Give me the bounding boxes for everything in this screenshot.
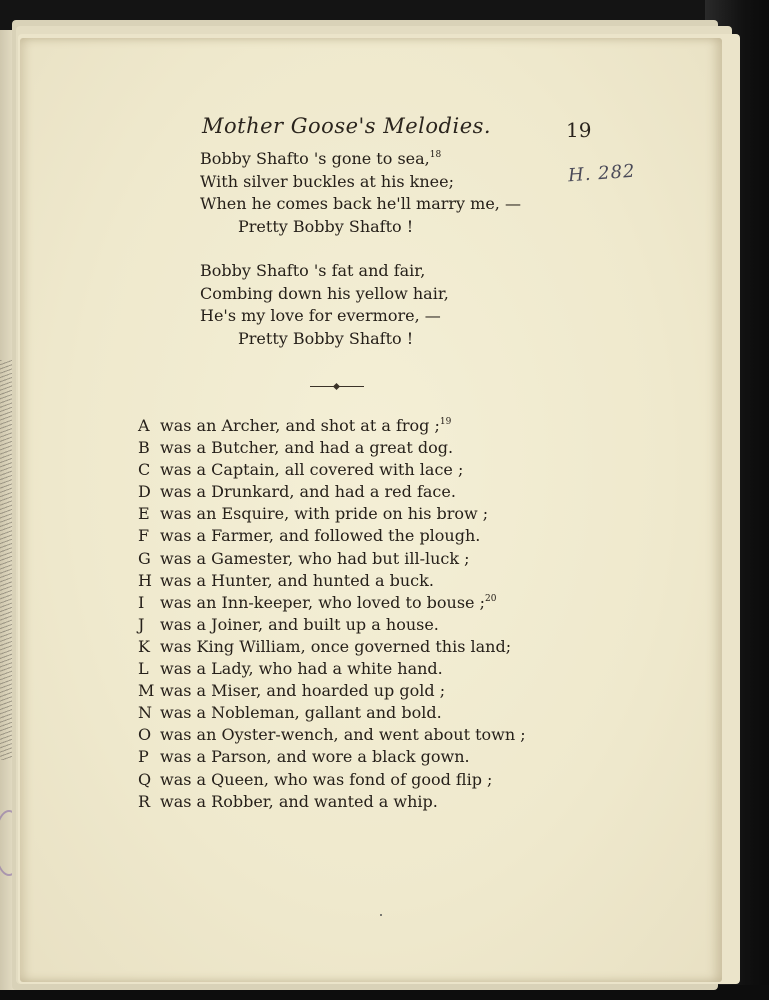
page-number: 19 (566, 118, 592, 142)
book-page (20, 38, 722, 982)
alphabet-letter: D (138, 482, 151, 502)
alphabet-letter: R (138, 791, 151, 811)
alphabet-line: B was a Butcher, and had a great dog. (138, 437, 526, 459)
verse-line: When he comes back he'll marry me, — (200, 194, 521, 213)
alphabet-line: F was a Farmer, and followed the plough. (138, 525, 526, 547)
verse-line: Combing down his yellow hair, (200, 283, 449, 303)
verse-line-refrain: Pretty Bobby Shafto ! (238, 328, 414, 348)
alphabet-letter: C (138, 460, 151, 480)
alphabet-letter: H (138, 570, 152, 590)
alphabet-letter: J (138, 614, 145, 634)
alphabet-line: Q was a Queen, who was fond of good flip ; (138, 769, 526, 791)
alphabet-letter: O (138, 725, 152, 745)
alphabet-letter: N (138, 703, 152, 723)
alphabet-line: L was a Lady, who had a white hand. (138, 658, 526, 680)
alphabet-letter: M (138, 681, 155, 701)
paper-speck (380, 914, 382, 916)
stanza-bobby-shafto-2 (200, 260, 449, 350)
handwritten-shelfmark: H. 282 (567, 160, 637, 187)
alphabet-line: J was a Joiner, and built up a house. (138, 614, 526, 636)
verse-line: Bobby Shafto 's fat and fair, (200, 261, 426, 280)
alphabet-line: O was an Oyster-wench, and went about town ; (138, 724, 526, 746)
alphabet-line: P was a Parson, and wore a black gown. (138, 746, 526, 768)
verse-line: With silver buckles at his knee; (200, 171, 454, 191)
alphabet-letter: F (138, 526, 150, 546)
alphabet-letter: L (138, 659, 149, 679)
alphabet-letter: E (138, 504, 150, 524)
section-divider-rule (310, 386, 364, 387)
footnote-ref: 20 (485, 593, 497, 604)
alphabet-line: E was an Esquire, with pride on his brow ; (138, 503, 526, 525)
verse-line: Bobby Shafto 's gone to sea,$^{18}$ (200, 149, 442, 168)
alphabet-letter: A (138, 416, 150, 435)
footnote-ref: 19 (439, 417, 452, 427)
alphabet-letter: B (138, 438, 150, 458)
alphabet-letter: Q (138, 769, 152, 789)
verse-line-refrain: Pretty Bobby Shafto ! (238, 216, 414, 236)
running-head: Mother Goose's Melodies. (202, 114, 492, 138)
alphabet-line: N was a Nobleman, gallant and bold. (138, 702, 526, 724)
stanza-bobby-shafto-1 (200, 148, 521, 238)
alphabet-line: A was an Archer, and shot at a frog ;$^{19}$ (138, 415, 526, 437)
alphabet-letter: G (138, 548, 151, 568)
alphabet-line: R was a Robber, and wanted a whip. (138, 791, 526, 813)
verse-line: He's my love for evermore, — (200, 306, 441, 325)
alphabet-letter: K (138, 636, 150, 656)
alphabet-line: H was a Hunter, and hunted a buck. (138, 570, 526, 592)
alphabet-letter: P (138, 747, 149, 767)
alphabet-rhyme (138, 415, 526, 813)
alphabet-line: K was King William, once governed this land; (138, 636, 526, 658)
footnote-ref: 18 (429, 150, 442, 160)
alphabet-line: G was a Gamester, who had but ill-luck ; (138, 548, 526, 570)
alphabet-line: C was a Captain, all covered with lace ; (138, 459, 526, 481)
alphabet-line: I was an Inn-keeper, who loved to bouse ;$^{20}$ (138, 592, 526, 614)
alphabet-letter: I (138, 592, 145, 612)
alphabet-line: D was a Drunkard, and had a red face. (138, 481, 526, 503)
alphabet-line: M was a Miser, and hoarded up gold ; (138, 680, 526, 702)
